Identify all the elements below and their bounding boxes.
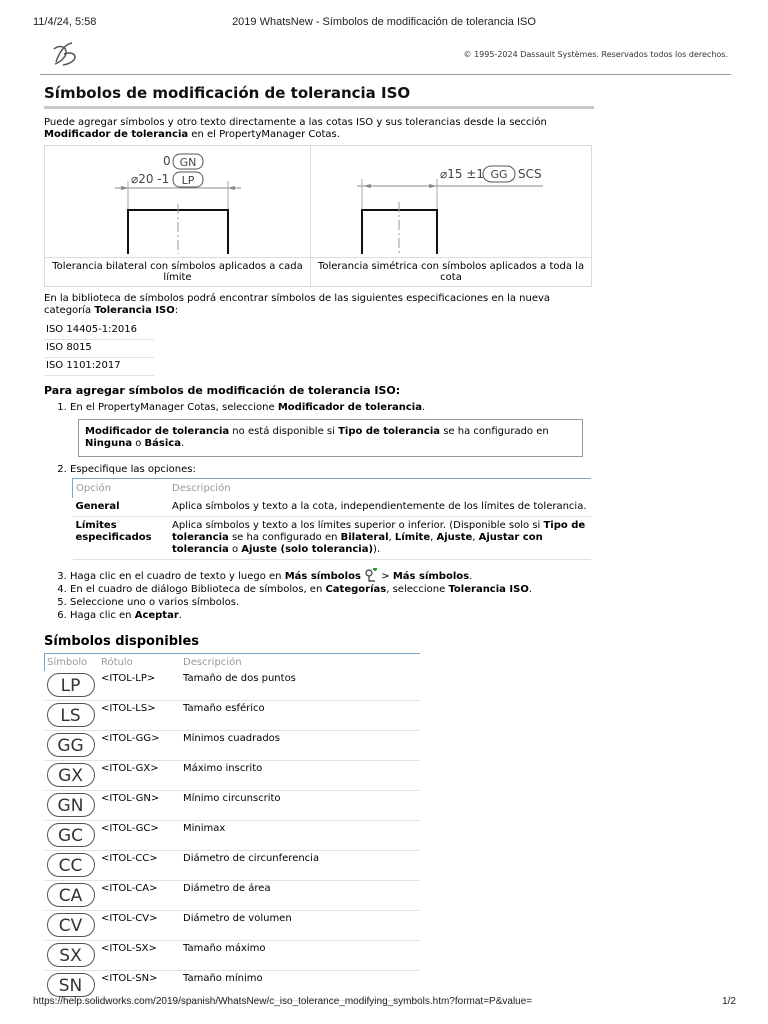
note-b4: Básica: [144, 438, 181, 449]
symbol-badge: CC: [47, 853, 95, 877]
step-1-end: .: [421, 402, 426, 413]
iso-spec: ISO 8015: [44, 340, 154, 358]
symbol-badge: CV: [47, 913, 95, 937]
library-text: En la biblioteca de símbolos podrá encontrar símbolos de las siguientes especificaciones en la nueva categoría: [44, 293, 551, 316]
note-b3: Ninguna: [85, 438, 133, 449]
symbol-label: <ITOL-GX>: [99, 761, 181, 791]
symbol-row: [45, 761, 421, 791]
note-box: [78, 419, 583, 457]
symbol-description: Máximo inscrito: [181, 761, 420, 791]
opt2-b3: Límite: [394, 532, 431, 543]
opt2-t5: ,: [472, 532, 479, 543]
symbol-badge: CA: [47, 883, 95, 907]
option-name: Límites especificados: [75, 520, 152, 543]
symbol-description: Tamaño de dos puntos: [181, 671, 420, 701]
copyright-text: © 1995-2024 Dassault Systèmes. Reservados todos los derechos.: [463, 50, 728, 59]
iso-spec: ISO 1101:2017: [44, 358, 154, 376]
opt2-b4: Ajuste: [436, 532, 473, 543]
symbol-description: Tamaño mínimo: [181, 971, 420, 1001]
options-header-description: Descripción: [169, 479, 591, 499]
intro-bold: Modificador de tolerancia: [44, 129, 189, 140]
figure-table: [44, 145, 592, 287]
symbols-header-label: Rótulo: [99, 654, 181, 672]
symbol-badge: SX: [47, 943, 95, 967]
step-3-text: Haga clic en el cuadro de texto y luego en: [70, 571, 285, 582]
step-3: [70, 568, 594, 583]
note-t3: o: [132, 438, 145, 449]
fig-right-arrow-left: [363, 184, 371, 188]
options-row: [73, 498, 592, 517]
symbol-label: <ITOL-GG>: [99, 731, 181, 761]
symbol-label: <ITOL-CC>: [99, 851, 181, 881]
figure-left-caption: Tolerancia bilateral con símbolos aplicados a cada límite: [45, 258, 311, 287]
opt2-b1: Tipo de tolerancia: [172, 520, 586, 543]
step-4: [70, 583, 594, 596]
fig-left-lower-value: ⌀20 -1: [131, 172, 170, 186]
symbol-row: [45, 701, 421, 731]
opt2-t1: Aplica símbolos y texto a los límites superior o inferior. (Disponible solo si: [172, 520, 544, 531]
fig-right-symbol: GG: [490, 168, 508, 181]
header-divider: [40, 74, 731, 75]
step-4-end: .: [528, 584, 533, 595]
symbol-badge: LS: [47, 703, 95, 727]
symbol-description: Minimax: [181, 821, 420, 851]
fig-right-value: ⌀15 ±1: [440, 167, 484, 181]
step-1-text: En el PropertyManager Cotas, seleccione: [70, 402, 278, 413]
step-6-bold: Aceptar: [134, 610, 179, 621]
ds-logo-icon: [50, 40, 80, 68]
symbols-table: [44, 653, 420, 1001]
symbol-label: <ITOL-GN>: [99, 791, 181, 821]
fig-left-lower-symbol: LP: [181, 174, 195, 187]
options-table: [72, 478, 591, 560]
symbol-row: [45, 821, 421, 851]
opt2-t6: o: [228, 544, 242, 555]
symbol-description: Tamaño máximo: [181, 941, 420, 971]
option-desc: Aplica símbolos y texto a la cota, independientemente de los límites de tolerancia.: [169, 498, 591, 517]
page-number: 1/2: [722, 996, 736, 1007]
option-desc: [169, 517, 591, 560]
library-paragraph: [44, 293, 564, 317]
symbol-label: <ITOL-LS>: [99, 701, 181, 731]
opt2-b6: Ajuste (solo tolerancia): [241, 544, 374, 555]
note-t4: .: [180, 438, 185, 449]
note-b2: Tipo de tolerancia: [338, 426, 441, 437]
step-4-text: En el cuadro de diálogo Biblioteca de símbolos, en: [70, 584, 326, 595]
symmetric-tolerance-figure: [311, 146, 591, 254]
step-2: [70, 463, 594, 560]
opt2-b2: Bilateral: [340, 532, 389, 543]
fig-right-suffix: SCS: [518, 167, 542, 181]
symbol-badge: GX: [47, 763, 95, 787]
symbols-header-description: Descripción: [181, 654, 420, 672]
step-6: [70, 609, 594, 622]
step-4-bold2: Tolerancia ISO: [448, 584, 529, 595]
step-6-text: Haga clic en: [70, 610, 135, 621]
bilateral-tolerance-figure: [45, 146, 310, 254]
symbol-badge: LP: [47, 673, 95, 697]
symbol-description: Diámetro de volumen: [181, 911, 420, 941]
print-title: 2019 WhatsNew - Símbolos de modificación de tolerancia ISO: [232, 16, 536, 28]
symbol-row: [45, 911, 421, 941]
intro-paragraph: [44, 117, 564, 141]
iso-spec-row: [44, 322, 154, 340]
step-1-bold: Modificador de tolerancia: [277, 402, 422, 413]
symbol-badge: SN: [47, 973, 95, 997]
opt2-b5: Ajustar con tolerancia: [172, 532, 543, 555]
step-3-bold1: Más símbolos: [284, 571, 361, 582]
note-b1: Modificador de tolerancia: [85, 426, 230, 437]
more-symbols-icon: [364, 568, 378, 582]
opt2-t3: ,: [388, 532, 395, 543]
opt2-t2: se ha configurado en: [228, 532, 341, 543]
library-text-end: :: [174, 305, 179, 316]
symbol-badge: GN: [47, 793, 95, 817]
library-bold: Tolerancia ISO: [94, 305, 175, 316]
fig-left-upper-value: 0: [163, 154, 171, 168]
symbol-label: <ITOL-GC>: [99, 821, 181, 851]
symbol-label: <ITOL-LP>: [99, 671, 181, 701]
opt2-t4: ,: [430, 532, 437, 543]
symbol-description: Diámetro de área: [181, 881, 420, 911]
iso-spec: ISO 14405-1:2016: [44, 322, 154, 340]
figure-left: [45, 146, 311, 258]
symbol-row: [45, 731, 421, 761]
symbol-badge: GC: [47, 823, 95, 847]
symbol-row: [45, 941, 421, 971]
figure-right: [311, 146, 592, 258]
intro-text-end: en el PropertyManager Cotas.: [188, 129, 340, 140]
symbol-label: <ITOL-SN>: [99, 971, 181, 1001]
symbol-row: [45, 881, 421, 911]
figure-right-caption: Tolerancia simétrica con símbolos aplicados a toda la cota: [311, 258, 592, 287]
note-t2: se ha configurado en: [440, 426, 549, 437]
symbols-header-symbol: Símbolo: [45, 654, 100, 672]
symbol-description: Mínimo circunscrito: [181, 791, 420, 821]
step-5: 5. Seleccione uno o varios símbolos.: [70, 596, 594, 609]
print-datetime: 11/4/24, 5:58: [33, 16, 97, 28]
fig-right-arrow-right: [429, 184, 437, 188]
symbol-row: [45, 791, 421, 821]
intro-text: Puede agregar símbolos y otro texto directamente a las cotas ISO y sus tolerancias desde la sección: [44, 117, 547, 128]
symbol-label: <ITOL-SX>: [99, 941, 181, 971]
step-1: [70, 401, 594, 457]
page-title: Símbolos de modificación de tolerancia ISO: [44, 80, 594, 109]
symbol-label: <ITOL-CV>: [99, 911, 181, 941]
symbol-badge: GG: [47, 733, 95, 757]
step-4-mid: , seleccione: [386, 584, 449, 595]
option-name: General: [75, 501, 120, 512]
opt2-t7: ).: [373, 544, 381, 555]
step-6-end: .: [178, 610, 182, 621]
fig-left-upper-symbol: GN: [179, 156, 197, 169]
iso-spec-list: [44, 322, 154, 376]
step-4-bold1: Categorías: [325, 584, 387, 595]
note-t1: no está disponible si: [229, 426, 339, 437]
symbol-row: [45, 851, 421, 881]
symbols-heading: Símbolos disponibles: [44, 634, 200, 649]
step-3-bold2: Más símbolos: [392, 571, 470, 582]
step-3-sep: >: [378, 571, 393, 582]
step-2-text: Especifique las opciones:: [70, 464, 196, 475]
procedure-heading: Para agregar símbolos de modificación de tolerancia ISO:: [44, 384, 401, 397]
options-row: [73, 517, 592, 560]
symbol-description: Tamaño esférico: [181, 701, 420, 731]
options-header-option: Opción: [73, 479, 170, 499]
symbol-row: [45, 671, 421, 701]
step-3-end: .: [469, 571, 473, 582]
iso-spec-row: [44, 340, 154, 358]
main-content: [44, 80, 594, 1001]
print-url: https://help.solidworks.com/2019/spanish/WhatsNew/c_iso_tolerance_modifying_symbols.htm?format=P&value=: [33, 996, 533, 1007]
symbol-label: <ITOL-CA>: [99, 881, 181, 911]
iso-spec-row: [44, 358, 154, 376]
symbol-description: Mínimos cuadrados: [181, 731, 420, 761]
symbol-description: Diámetro de circunferencia: [181, 851, 420, 881]
procedure-steps: [44, 401, 594, 622]
